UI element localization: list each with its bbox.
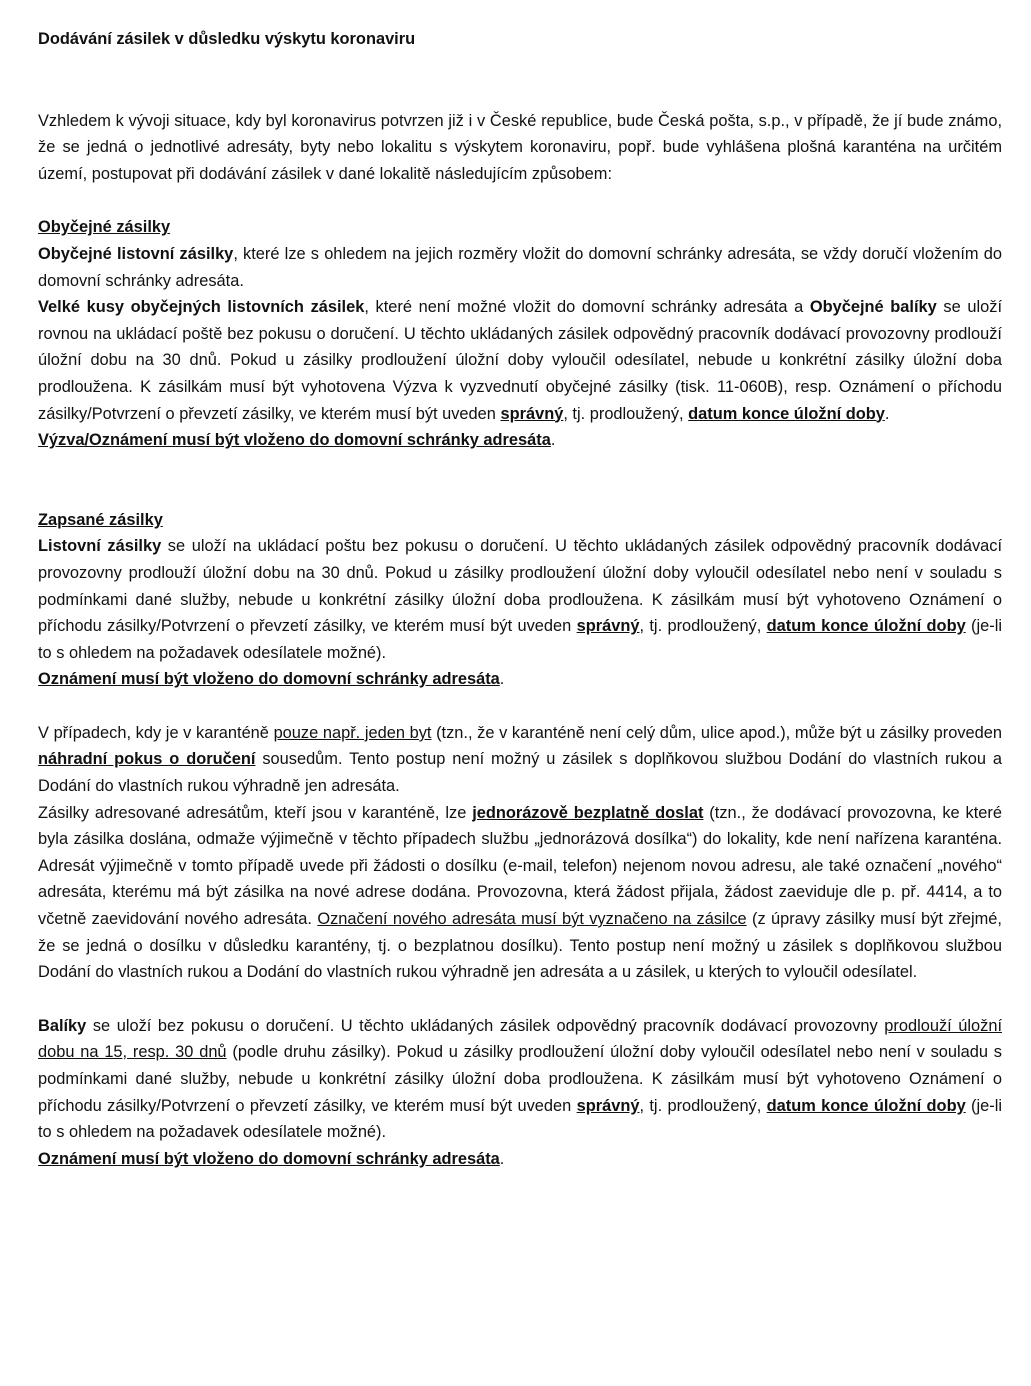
emphasis-notice: Oznámení musí být vloženo do domovní schránky adresáta xyxy=(38,670,500,689)
emphasis-notice: Výzva/Oznámení musí být vloženo do domovní schránky adresáta xyxy=(38,431,551,450)
bold-term: Obyčejné listovní zásilky xyxy=(38,244,234,263)
section-heading-ordinary: Obyčejné zásilky xyxy=(38,218,171,237)
emphasis-correct: správný xyxy=(576,1096,640,1115)
emphasis-notice: Oznámení musí být vloženo do domovní schránky adresáta xyxy=(38,1149,500,1168)
spacer xyxy=(38,986,1002,1013)
emphasis-substitute-attempt: náhradní pokus o doručení xyxy=(38,750,256,769)
bold-term: Obyčejné balíky xyxy=(809,298,937,317)
registered-paragraph-parcels: Balíky se uloží bez pokusu o doručení. U těchto ukládaných zásilek odpovědný pracovník dodávací provozovny prodlouží úložní dobu na 15, resp. 30 dnů (podle druhu zásilky). Pokud u zásilky prodloužení úložní doby vyloučil odesílatel nebo není v souladu s podmínkami dané služby, nebude u konkrétní zásilky úložní doba prodloužena. K zásilkám musí být vyhotoveno Oznámení o příchodu zásilky/Potvrzení o převzetí zásilky, ve kterém musí být uveden správný, tj. prodloužený, datum konce úložní doby (je-li to s ohledem na požadavek odesílatele možné). xyxy=(38,1016,1002,1142)
document-page xyxy=(38,26,1002,1172)
underlined-phrase: pouze např. jeden byt xyxy=(273,723,432,742)
registered-notice-instruction: Oznámení musí být vloženo do domovní schránky adresáta. xyxy=(38,670,505,689)
ordinary-notice-instruction: Výzva/Oznámení musí být vloženo do domovní schránky adresáta. xyxy=(38,431,556,450)
registered-parcels-notice-instruction: Oznámení musí být vloženo do domovní schránky adresáta. xyxy=(38,1149,505,1168)
ordinary-paragraph-letters: Obyčejné listovní zásilky, které lze s ohledem na jejich rozměry vložit do domovní schránky adresáta, se vždy doručí vložením do domovní schránky adresáta. xyxy=(38,244,1002,290)
bold-term: Balíky xyxy=(38,1016,87,1035)
underlined-phrase: Označení nového adresáta musí být vyznačeno na zásilce xyxy=(317,910,747,929)
emphasis-end-date: datum konce úložní doby xyxy=(688,404,885,423)
emphasis-end-date: datum konce úložní doby xyxy=(766,1096,966,1115)
emphasis-end-date: datum konce úložní doby xyxy=(766,617,966,636)
spacer xyxy=(38,454,1002,507)
document-title: Dodávání zásilek v důsledku výskytu koronaviru xyxy=(38,30,416,48)
bold-term: Listovní zásilky xyxy=(38,537,162,556)
registered-paragraph-quarantine-flat: V případech, kdy je v karanténě pouze např. jeden byt (tzn., že v karanténě není celý dům, ulice apod.), může být u zásilky proveden náhradní pokus o doručení sousedům. Tento postup není možný u zásilek s doplňkovou službou Dodání do vlastních rukou a Dodání do vlastních rukou výhradně jen adresáta. xyxy=(38,723,1002,796)
intro-paragraph: Vzhledem k vývoji situace, kdy byl koronavirus potvrzen již i v České republice, bude Česká pošta, s.p., v případě, že jí bude známo, že se jedná o jednotlivé adresáty, byty nebo lokalitu s výskytem koronaviru, popř. bude vyhlášena plošná karanténa na určitém území, postupovat při dodávání zásilek v dané lokalitě následujícím způsobem: xyxy=(38,111,1002,183)
section-heading-registered: Zapsané zásilky xyxy=(38,510,163,529)
registered-paragraph-redirect: Zásilky adresované adresátům, kteří jsou v karanténě, lze jednorázově bezplatně doslat (tzn., že dodávací provozovna, ke které byla zásilka doslána, odmaže výjimečně v těchto případech službu „jednorázová dosílka“) do lokality, kde není nařízena karanténa. Adresát výjimečně v tomto případě uvede při žádosti o dosílku (e-mail, telefon) nejenom novou adresu, ale také označení „nového“ adresáta, kterému má být zásilka na nové adrese dodána. Provozovna, která žádost přijala, žádost zaeviduje dle p. př. 4414, a to včetně zaevidování nového adresáta. Označení nového adresáta musí být vyznačeno na zásilce (z úpravy zásilky musí být zřejmé, že se jedná o dosílku v důsledku karantény, tj. o bezplatnou dosílku). Tento postup není možný u zásilek s doplňkovou službou Dodání do vlastních rukou a Dodání do vlastních rukou výhradně jen adresáta a u zásilek, u kterých to vyloučil odesílatel. xyxy=(38,803,1002,982)
emphasis-correct: správný xyxy=(576,617,640,636)
spacer xyxy=(38,693,1002,720)
emphasis-free-redirect: jednorázově bezplatně doslat xyxy=(472,803,704,822)
ordinary-paragraph-large-items: Velké kusy obyčejných listovních zásilek, které není možné vložit do domovní schránky adresáta a Obyčejné balíky se uloží rovnou na ukládací poště bez pokusu o doručení. U těchto ukládaných zásilek odpovědný pracovník dodávací provozovny prodlouží úložní dobu na 30 dnů. Pokud u zásilky prodloužení úložní doby vyloučil odesílatel, nebude u konkrétní zásilky úložní doba prodloužena. K zásilkám musí být vyhotovena Výzva k vyzvednutí obyčejné zásilky (tisk. 11-060B), resp. Oznámení o příchodu zásilky/Potvrzení o převzetí zásilky, ve kterém musí být uveden správný, tj. prodloužený, datum konce úložní doby. xyxy=(38,298,1002,423)
emphasis-correct: správný xyxy=(500,404,564,423)
registered-paragraph-letters: Listovní zásilky se uloží na ukládací poštu bez pokusu o doručení. U těchto ukládaných zásilek odpovědný pracovník dodávací provozovny prodlouží úložní dobu na 30 dnů. Pokud u zásilky prodloužení úložní doby vyloučil odesílatel nebo není v souladu s podmínkami dané služby, nebude u konkrétní zásilky úložní doba prodloužena. K zásilkám musí být vyhotoveno Oznámení o příchodu zásilky/Potvrzení o převzetí zásilky, ve kterém musí být uveden správný, tj. prodloužený, datum konce úložní doby (je-li to s ohledem na požadavek odesílatele možné). xyxy=(38,537,1003,662)
spacer xyxy=(38,187,1002,214)
underlined-phrase: prodlouží úložní dobu na 15, resp. 30 dnů xyxy=(38,1016,1002,1062)
bold-term: Velké kusy obyčejných listovních zásilek xyxy=(38,298,365,317)
